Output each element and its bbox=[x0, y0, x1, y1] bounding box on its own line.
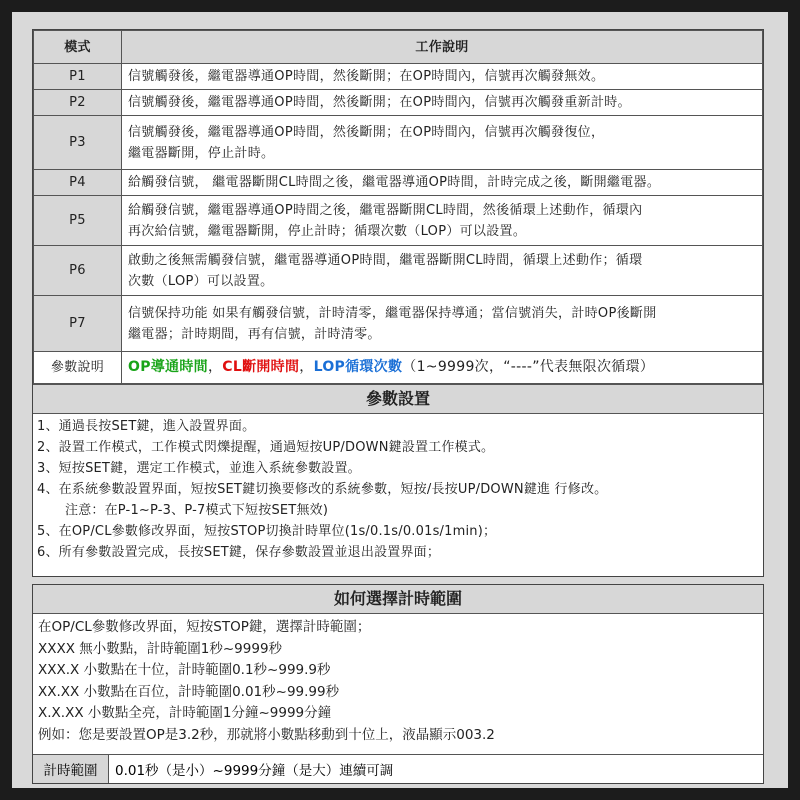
cl-legend: CL斷開時間 bbox=[222, 359, 300, 375]
mode-label: P2 bbox=[34, 90, 122, 116]
header-mode: 模式 bbox=[34, 31, 122, 64]
step-note: 注意：在P-1~P-3、P-7模式下短按SET無效) bbox=[65, 503, 329, 518]
timing-range-panel bbox=[32, 584, 764, 784]
parameter-description bbox=[122, 352, 763, 384]
lop-range-text: （1~9999次，“----”代表無限次循環） bbox=[402, 359, 655, 375]
description-line: 給觸發信號，繼電器導通OP時間之後，繼電器斷開CL時間，然後循環上述動作，循環內 bbox=[128, 202, 643, 218]
mode-description bbox=[122, 170, 763, 196]
mode-label: P3 bbox=[34, 116, 122, 170]
header-description: 工作說明 bbox=[122, 31, 763, 64]
timing-range-value: 0.01秒（是小）~9999分鐘（是大）連續可調 bbox=[115, 763, 394, 779]
description-line: 給觸發信號， 繼電器斷開CL時間之後，繼電器導通OP時間，計時完成之後，斷開繼電器。 bbox=[128, 175, 661, 190]
description-line: 繼電器斷開，停止計時。 bbox=[128, 145, 275, 161]
settings-title: 參數設置 bbox=[33, 384, 763, 414]
step-item: 5、在OP/CL參數修改界面，短按STOP切換計時單位(1s/0.1s/0.01s/1min)； bbox=[37, 524, 497, 539]
parameter-label: 參數說明 bbox=[34, 352, 122, 384]
timing-range-label: 計時範圍 bbox=[33, 755, 109, 783]
description-line: 信號觸發後，繼電器導通OP時間，然後斷開；在OP時間內，信號再次觸發重新計時。 bbox=[128, 95, 631, 110]
table-row bbox=[34, 116, 763, 170]
step-item: 3、短按SET鍵，選定工作模式，並進入系統參數設置。 bbox=[37, 461, 361, 476]
step-item: 1、通過長按SET鍵，進入設置界面。 bbox=[37, 419, 256, 434]
step-item: 6、所有參數設置完成，長按SET鍵，保存參數設置並退出設置界面； bbox=[37, 545, 441, 560]
description-line: 信號觸發後，繼電器導通OP時間，然後斷開；在OP時間內，信號再次觸發復位， bbox=[128, 124, 605, 140]
description-line: 啟動之後無需觸發信號，繼電器導通OP時間，繼電器斷開CL時間，循環上述動作；循環 bbox=[128, 252, 643, 268]
description-line: 信號觸發後，繼電器導通OP時間，然後斷開；在OP時間內，信號再次觸發無效。 bbox=[128, 69, 605, 84]
mode-label: P4 bbox=[34, 170, 122, 196]
timing-range-footer bbox=[33, 754, 763, 783]
separator: ， bbox=[207, 359, 223, 375]
mode-description bbox=[122, 116, 763, 170]
separator: ， bbox=[299, 359, 314, 375]
timing-lines bbox=[33, 614, 763, 749]
mode-label: P5 bbox=[34, 196, 122, 246]
description-line: 再次給信號，繼電器斷開，停止計時；循環次數（LOP）可以設置。 bbox=[128, 223, 527, 239]
settings-steps bbox=[33, 414, 763, 565]
description-line: 次數（LOP）可以設置。 bbox=[128, 273, 274, 289]
lop-legend: LOP循環次數 bbox=[313, 359, 403, 375]
table-header-row bbox=[34, 31, 763, 64]
mode-description bbox=[122, 90, 763, 116]
mode-description bbox=[122, 196, 763, 246]
modes-table bbox=[33, 30, 763, 384]
mode-label: P7 bbox=[34, 296, 122, 352]
mode-description bbox=[122, 64, 763, 90]
timing-line: X.X.XX 小數點全亮，計時範圍1分鐘~9999分鐘 bbox=[38, 705, 332, 721]
step-item: 2、設置工作模式，工作模式閃爍提醒，通過短按UP/DOWN鍵設置工作模式。 bbox=[37, 440, 495, 455]
mode-description bbox=[122, 296, 763, 352]
mode-label: P1 bbox=[34, 64, 122, 90]
mode-label: P6 bbox=[34, 246, 122, 296]
timing-line: XXX.X 小數點在十位，計時範圍0.1秒~999.9秒 bbox=[38, 662, 331, 678]
table-row bbox=[34, 196, 763, 246]
description-line: 繼電器；計時期間，再有信號，計時清零。 bbox=[128, 326, 381, 342]
table-row bbox=[34, 296, 763, 352]
parameter-row bbox=[34, 352, 763, 384]
timing-line: 例如：您是要設置OP是3.2秒，那就將小數點移動到十位上，液晶顯示003.2 bbox=[38, 726, 495, 743]
table-row bbox=[34, 90, 763, 116]
table-row bbox=[34, 64, 763, 90]
table-row bbox=[34, 170, 763, 196]
step-item: 4、在系統參數設置界面，短按SET鍵切換要修改的系統參數，短按/長按UP/DOWN鍵進 行修改。 bbox=[37, 482, 608, 497]
op-legend: OP導通時間 bbox=[128, 359, 208, 375]
mode-description bbox=[122, 246, 763, 296]
timing-line: 在OP/CL參數修改界面，短按STOP鍵，選擇計時範圍； bbox=[38, 619, 371, 635]
description-line: 信號保持功能 如果有觸發信號，計時清零，繼電器保持導通；當信號消失，計時OP後斷開 bbox=[128, 305, 657, 321]
timing-line: XXXX 無小數點，計時範圍1秒~9999秒 bbox=[38, 640, 283, 657]
table-row bbox=[34, 246, 763, 296]
timing-title: 如何選擇計時範圍 bbox=[33, 585, 763, 614]
timing-line: XX.XX 小數點在百位，計時範圍0.01秒~99.99秒 bbox=[38, 683, 340, 700]
modes-and-settings-panel bbox=[32, 29, 764, 577]
